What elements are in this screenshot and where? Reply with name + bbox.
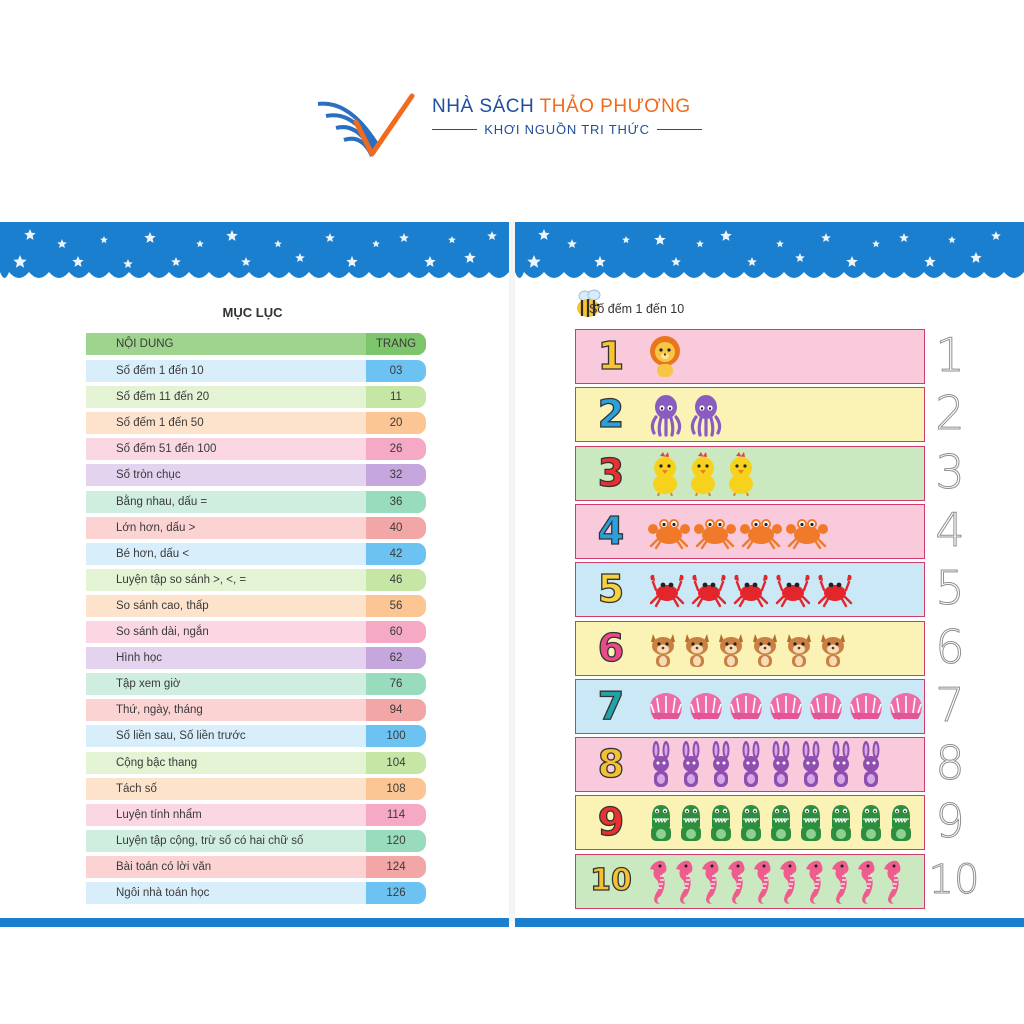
- toc-row-label: So sánh cao, thấp: [116, 599, 209, 612]
- count-row: [575, 387, 925, 442]
- crocodile-icon: [828, 803, 858, 843]
- tracing-number: 9: [935, 794, 965, 849]
- shell-icon: [728, 691, 768, 723]
- shell-icon: [888, 691, 928, 723]
- tracing-number: 6: [935, 619, 965, 674]
- top-banner-left: [0, 222, 509, 278]
- toc-row-page: 40: [366, 517, 426, 539]
- seahorse-icon: [726, 858, 752, 906]
- tracing-number: 7: [935, 677, 965, 732]
- chick-icon: [686, 452, 724, 496]
- toc-header-row: [86, 333, 426, 355]
- toc-row: [86, 464, 426, 486]
- toc-row: [86, 360, 426, 382]
- crab-orange-icon: [648, 513, 694, 551]
- count-row-animals: [648, 508, 832, 556]
- squirrel-icon: [784, 630, 818, 668]
- toc-row-page: 104: [366, 752, 426, 774]
- squirrel-icon: [818, 630, 852, 668]
- rabbit-icon: [858, 741, 888, 789]
- count-row-number: 10: [590, 862, 632, 898]
- count-row: [575, 562, 925, 617]
- brand-slogan: KHƠI NGUỒN TRI THỨC: [484, 122, 650, 137]
- count-row-animals: [648, 566, 858, 614]
- toc-row-label: Ngôi nhà toán học: [116, 887, 210, 899]
- crocodile-icon: [768, 803, 798, 843]
- chick-icon: [724, 452, 762, 496]
- toc-row-label: Lớn hơn, dấu >: [116, 521, 196, 534]
- toc-row-label: Số đếm 1 đến 10: [116, 365, 204, 377]
- seahorse-icon: [830, 858, 856, 906]
- count-row-number: 8: [597, 742, 625, 787]
- octopus-icon: [688, 393, 728, 437]
- shell-icon: [648, 691, 688, 723]
- crocodile-icon: [708, 803, 738, 843]
- rabbit-icon: [828, 741, 858, 789]
- toc-row: [86, 386, 426, 408]
- toc-row-label: Thứ, ngày, tháng: [116, 704, 203, 717]
- toc-row-label: So sánh dài, ngắn: [116, 626, 209, 638]
- toc-row-label: Số đếm 1 đến 50: [116, 417, 204, 430]
- toc-row: [86, 569, 426, 591]
- toc-row: [86, 673, 426, 695]
- count-row-number: 2: [597, 392, 625, 437]
- crab-orange-icon: [786, 513, 832, 551]
- toc-row-label: Tách số: [116, 782, 157, 795]
- toc-title: MỤC LỤC: [222, 305, 283, 320]
- toc-row-page: 120: [366, 830, 426, 852]
- slogan-rule-left: [432, 129, 477, 131]
- toc-row-page: 56: [366, 595, 426, 617]
- brand-name: [432, 96, 691, 118]
- toc-row: [86, 725, 426, 747]
- bottom-strip-right: [515, 918, 1024, 927]
- toc-row: [86, 647, 426, 669]
- shell-icon: [768, 691, 808, 723]
- tracing-number: 10: [928, 856, 980, 903]
- octopus-icon: [648, 393, 688, 437]
- logo-icon: [318, 96, 412, 156]
- crocodile-icon: [858, 803, 888, 843]
- rabbit-icon: [768, 741, 798, 789]
- toc-row: [86, 699, 426, 721]
- toc-col-content: NỘI DUNG: [116, 338, 174, 350]
- toc-row: [86, 778, 426, 800]
- toc-row-label: Số liền sau, Số liền trước: [116, 730, 246, 743]
- count-row-number: 6: [597, 625, 625, 670]
- toc-row: [86, 491, 426, 513]
- toc-row-label: Bằng nhau, dấu =: [116, 495, 208, 508]
- brand-name-part2: THẢO PHƯƠNG: [539, 96, 691, 117]
- toc-row-page: 76: [366, 673, 426, 695]
- toc-row-label: Số đếm 11 đến 20: [116, 391, 210, 404]
- count-row-animals: [648, 391, 728, 439]
- count-row-number: 4: [597, 508, 625, 553]
- tracing-number: 5: [935, 561, 965, 616]
- count-row-animals: [648, 333, 686, 381]
- toc-row-page: 124: [366, 856, 426, 878]
- crab-red-icon: [690, 572, 732, 608]
- toc-row-page: 114: [366, 804, 426, 826]
- crab-orange-icon: [740, 513, 786, 551]
- crab-orange-icon: [694, 513, 740, 551]
- seahorse-icon: [752, 858, 778, 906]
- count-row-animals: [648, 858, 908, 906]
- rabbit-icon: [738, 741, 768, 789]
- crocodile-icon: [888, 803, 918, 843]
- toc-row-page: 36: [366, 491, 426, 513]
- toc-row-page: 60: [366, 621, 426, 643]
- tracing-number: 8: [935, 736, 965, 791]
- toc-row-label: Cộng bậc thang: [116, 756, 198, 769]
- toc-row: [86, 804, 426, 826]
- toc-row-page: 32: [366, 464, 426, 486]
- count-row-animals: [648, 799, 918, 847]
- crocodile-icon: [678, 803, 708, 843]
- toc-row-page: 42: [366, 543, 426, 565]
- count-row-number: 9: [597, 800, 625, 845]
- toc-row-page: 100: [366, 725, 426, 747]
- seahorse-icon: [700, 858, 726, 906]
- page-gutter: [509, 222, 515, 922]
- toc-row-page: 20: [366, 412, 426, 434]
- toc-row-page: 46: [366, 569, 426, 591]
- count-row-animals: [648, 741, 888, 789]
- toc-row-page: 62: [366, 647, 426, 669]
- toc-row-label: Bài toán có lời văn: [116, 860, 212, 873]
- count-row: [575, 446, 925, 501]
- squirrel-icon: [716, 630, 750, 668]
- toc-row: [86, 543, 426, 565]
- brand-slogan-line: [432, 122, 702, 137]
- slogan-rule-right: [657, 129, 702, 131]
- crocodile-icon: [798, 803, 828, 843]
- toc-row-label: Số tròn chục: [116, 469, 181, 482]
- count-row-number: 1: [597, 334, 625, 378]
- brand-name-part1: NHÀ SÁCH: [432, 96, 535, 117]
- count-row-number: 5: [597, 567, 625, 612]
- seahorse-icon: [804, 858, 830, 906]
- seahorse-icon: [856, 858, 882, 906]
- toc-row: [86, 517, 426, 539]
- crocodile-icon: [738, 803, 768, 843]
- squirrel-icon: [750, 630, 784, 668]
- count-row: [575, 854, 925, 909]
- seahorse-icon: [882, 858, 908, 906]
- count-row-number: 3: [597, 450, 625, 495]
- toc-col-page: TRANG: [366, 333, 426, 355]
- count-row-number: 7: [597, 683, 625, 728]
- toc-row: [86, 830, 426, 852]
- rabbit-icon: [678, 741, 708, 789]
- tracing-number: 3: [935, 444, 965, 499]
- toc-row: [86, 595, 426, 617]
- toc-row-label: Bé hơn, dấu <: [116, 547, 190, 560]
- crab-red-icon: [648, 572, 690, 608]
- toc-row-page: 126: [366, 882, 426, 904]
- count-row-animals: [648, 683, 928, 731]
- toc-row-label: Hình học: [116, 652, 163, 665]
- toc-row-label: Luyện tập cộng, trừ số có hai chữ số: [116, 834, 304, 847]
- chick-icon: [648, 452, 686, 496]
- tracing-number: 2: [935, 386, 965, 441]
- toc-row: [86, 856, 426, 878]
- crocodile-icon: [648, 803, 678, 843]
- crab-red-icon: [732, 572, 774, 608]
- toc-row-page: 03: [366, 360, 426, 382]
- rabbit-icon: [708, 741, 738, 789]
- count-row: [575, 795, 925, 850]
- tracing-number: 1: [935, 328, 965, 382]
- toc-row: [86, 752, 426, 774]
- shell-icon: [808, 691, 848, 723]
- count-row: [575, 679, 925, 734]
- toc-row-label: Luyện tập so sánh >, <, =: [116, 573, 247, 586]
- lion-icon: [648, 335, 686, 379]
- toc-row-label: Số đếm 51 đến 100: [116, 443, 217, 456]
- count-row: [575, 621, 925, 676]
- toc-row: [86, 412, 426, 434]
- crab-red-icon: [816, 572, 858, 608]
- seahorse-icon: [674, 858, 700, 906]
- toc-row-page: 11: [366, 386, 426, 408]
- rabbit-icon: [648, 741, 678, 789]
- toc-row-label: Tập xem giờ: [116, 678, 181, 691]
- squirrel-icon: [682, 630, 716, 668]
- count-row-animals: [648, 450, 762, 498]
- toc-row-label: Luyện tính nhẩm: [116, 808, 202, 821]
- toc-row: [86, 621, 426, 643]
- rabbit-icon: [798, 741, 828, 789]
- bottom-strip-left: [0, 918, 509, 927]
- toc-row: [86, 438, 426, 460]
- shell-icon: [688, 691, 728, 723]
- count-row: [575, 329, 925, 384]
- toc-row: [86, 882, 426, 904]
- seahorse-icon: [648, 858, 674, 906]
- count-row-animals: [648, 625, 852, 673]
- toc-row-page: 26: [366, 438, 426, 460]
- crab-red-icon: [774, 572, 816, 608]
- shell-icon: [848, 691, 888, 723]
- tracing-number: 4: [935, 502, 965, 557]
- counting-section-title: Số đếm 1 đến 10: [589, 302, 685, 316]
- count-row: [575, 504, 925, 559]
- squirrel-icon: [648, 630, 682, 668]
- count-row: [575, 737, 925, 792]
- seahorse-icon: [778, 858, 804, 906]
- toc-row-page: 108: [366, 778, 426, 800]
- top-banner-right: [515, 222, 1024, 278]
- toc-row-page: 94: [366, 699, 426, 721]
